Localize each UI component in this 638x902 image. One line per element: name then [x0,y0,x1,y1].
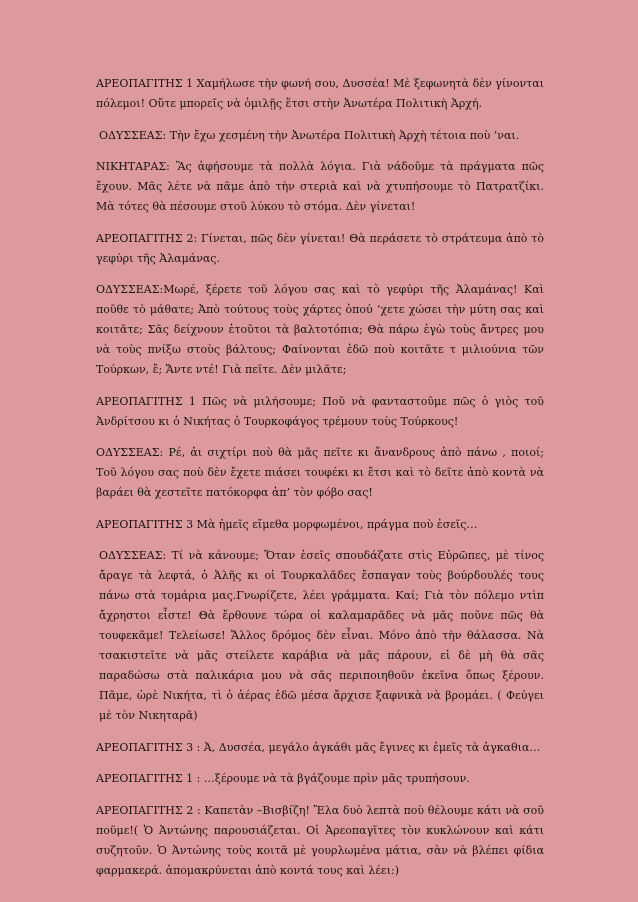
paragraph-areopagitis-1: ΑΡΕΟΠΑΓΙΤΗΣ 1 Χαμήλωσε τὴν φωνή σου, Δυσσέα! Μὲ ξεφωνητὰ δὲν γίνονται πόλεμοι! Οὔτε μπορεῖς νὰ ὁμιλῇς ἔτσι στὴν Ἀνωτέρα Πολιτικὴ Ἀρχή. [96,77,544,110]
paragraph-areopagitis-2: ΑΡΕΟΠΑΓΙΤΗΣ 2 : Καπετὰν –Βισβίζη! Ἔλα δυὸ λεπτὰ ποὺ θέλουμε κάτι νὰ σοῦ ποῦμε!( Ὁ Ἀντώνης παρουσιάζεται. Οἱ Ἀρεοπαγῖτες τὸν κυκλώνουν καὶ κάτι συζητοῦν. Ὁ Ἀντώνης τοὺς κοιτᾶ μὲ γουρλωμένα μάτια, σὰν νὰ βλέπει φίδια φαρμακερά. ἀπομακρύνεται ἀπὸ κοντά τους καὶ λέει:) [96,803,544,877]
paragraph-nikitaras: ΝΙΚΗΤΑΡΑΣ: Ἂς ἀφήσουμε τὰ πολλὰ λόγια. Γιὰ νάδοῦμε τὰ πράγματα πῶς ἔχουν. Μᾶς λέτε νὰ πᾶμε ἀπὸ τὴν στεριὰ καὶ νὰ χτυπήσουμε τὸ Πατρατζίκι. Μὰ τότες θὰ πέσουμε στοῦ λύκου τὸ στόμα. Δὲν γίνεται! [96,160,544,213]
paragraph-odysseas: ΟΔΥΣΣΕΑΣ: Τί νὰ κάνουμε; Ὅταν ἐσεῖς σπουδάζατε στὶς Εὐρῶπες, μὲ τίνος ἄραγε τὰ λεφτά, ὁ Ἀλῆς κι οἱ Τουρκαλᾶδες ἔσπαγαν τοὺς βούρδουλές τους πάνω στὰ τομάρια μας.Γνωρίζετε, λέει γράμματα. Καί; Γιὰ τὸν πόλεμο ντὶπ ἄχρηστοι εἶστε! Θὰ ἔρθουνε τώρα οἱ καλαμαρᾶδες νὰ μᾶς ποῦνε πῶς θὰ τουφεκᾶμε! Τελείωσε! Ἄλλος δρόμος δὲν εἶναι. Μόνο ἀπὸ τὴν θάλασσα. Νὰ τσακιστεῖτε νὰ μᾶς στείλετε καράβια νὰ μᾶς πάρουν, εἰ δὲ μὴ θὰ σᾶς παραδώσω στὰ παλικάρια μου νὰ σᾶς περιποιηθοῦν ἐκεῖνα ὅπως ξέρουν. Πᾶμε, ὠρὲ Νικήτα, τὶ ὁ ἀέρας ἐδῶ μέσα ἄρχισε ξαφνικὰ νὰ βρομάει. ( Φεύγει μὲ τὸν Νικηταρᾶ) [99,549,544,722]
paragraph-areopagitis-2: ΑΡΕΟΠΑΓΙΤΗΣ 2: Γίνεται, πῶς δὲν γίνεται! Θὰ περάσετε τὸ στράτευμα ἀπὸ τὸ γεφύρι τῆς Ἀλαμάνας. [96,231,544,265]
paragraph-areopagitis-1: ΑΡΕΟΠΑΓΙΤΗΣ 1 Πῶς νὰ μιλήσουμε; Ποῦ νὰ φανταστοῦμε πῶς ὁ γιὸς τοῦ Ἀνδρίτσου κι ὁ Νικήτας ὁ Τουρκοφάγος τρέμουν τοὺς Τούρκους! [96,394,544,428]
paragraph-odysseas: ΟΔΥΣΣΕΑΣ: Ρέ, ἀι σιχτίρι ποὺ θὰ μᾶς πεῖτε κι ἄνανδρους ἀπὸ πάνω , ποιοί; Τοῦ λόγου σας ποὺ δὲν ἔχετε πιάσει τουφέκι κι ἔτσι καὶ τὸ δεῖτε ἀπὸ κοντὰ νὰ βαράει θὰ χεστεῖτε πατόκορφα ἀπ’ τὸν φόβο σας! [96,446,544,499]
paragraph-odysseas: ΟΔΥΣΣΕΑΣ: Τὴν ἔχω χεσμένη τὴν Ἀνωτέρα Πολιτικὴ Ἀρχὴ τέτοια ποὺ ’ναι. [99,128,520,142]
paragraph-odysseas: ΟΔΥΣΣΕΑΣ:Μωρέ, ξέρετε τοῦ λόγου σας καὶ τὸ γεφύρι τῆς Ἀλαμάνας! Καὶ ποῦθε τὸ μάθατε; Ἀπὸ τούτους τοὺς χάρτες ὁπού ’χετε χώσει τὴν μύτη σας καὶ κοιτᾶτε; Σᾶς δείχνουν ἐτοῦτοι τὰ βαλτοτόπια; Θὰ πάρω ἐγὼ τοὺς ἄντρες μου νὰ τοὺς πνίξω στοὺς βάλτους; Φαίνονται ἐδῶ ποὺ κοιτᾶτε τ μιλιούνια τῶν Τούρκων, ἔ; Ἄντε ντέ! Γιὰ πεῖτε. Δὲν μιλᾶτε; [96,283,544,376]
paragraph-areopagitis-3: ΑΡΕΟΠΑΓΙΤΗΣ 3 : Ἀ, Δυσσέα, μεγάλο ἀγκάθι μᾶς ἔγινες κι ἐμεῖς τὰ ἀγκαθια… [96,740,541,754]
paragraph-areopagitis-3: ΑΡΕΟΠΑΓΙΤΗΣ 3 Μὰ ἡμεῖς εἴμεθα μορφωμένοι, πράγμα ποὺ ἐσεῖς… [96,517,478,531]
script-text [96,74,544,892]
paragraph-areopagitis-1: ΑΡΕΟΠΑΓΙΤΗΣ 1 : …ξέρουμε νὰ τὰ βγάζουμε πρὶν μᾶς τρυπήσουν. [96,772,470,785]
